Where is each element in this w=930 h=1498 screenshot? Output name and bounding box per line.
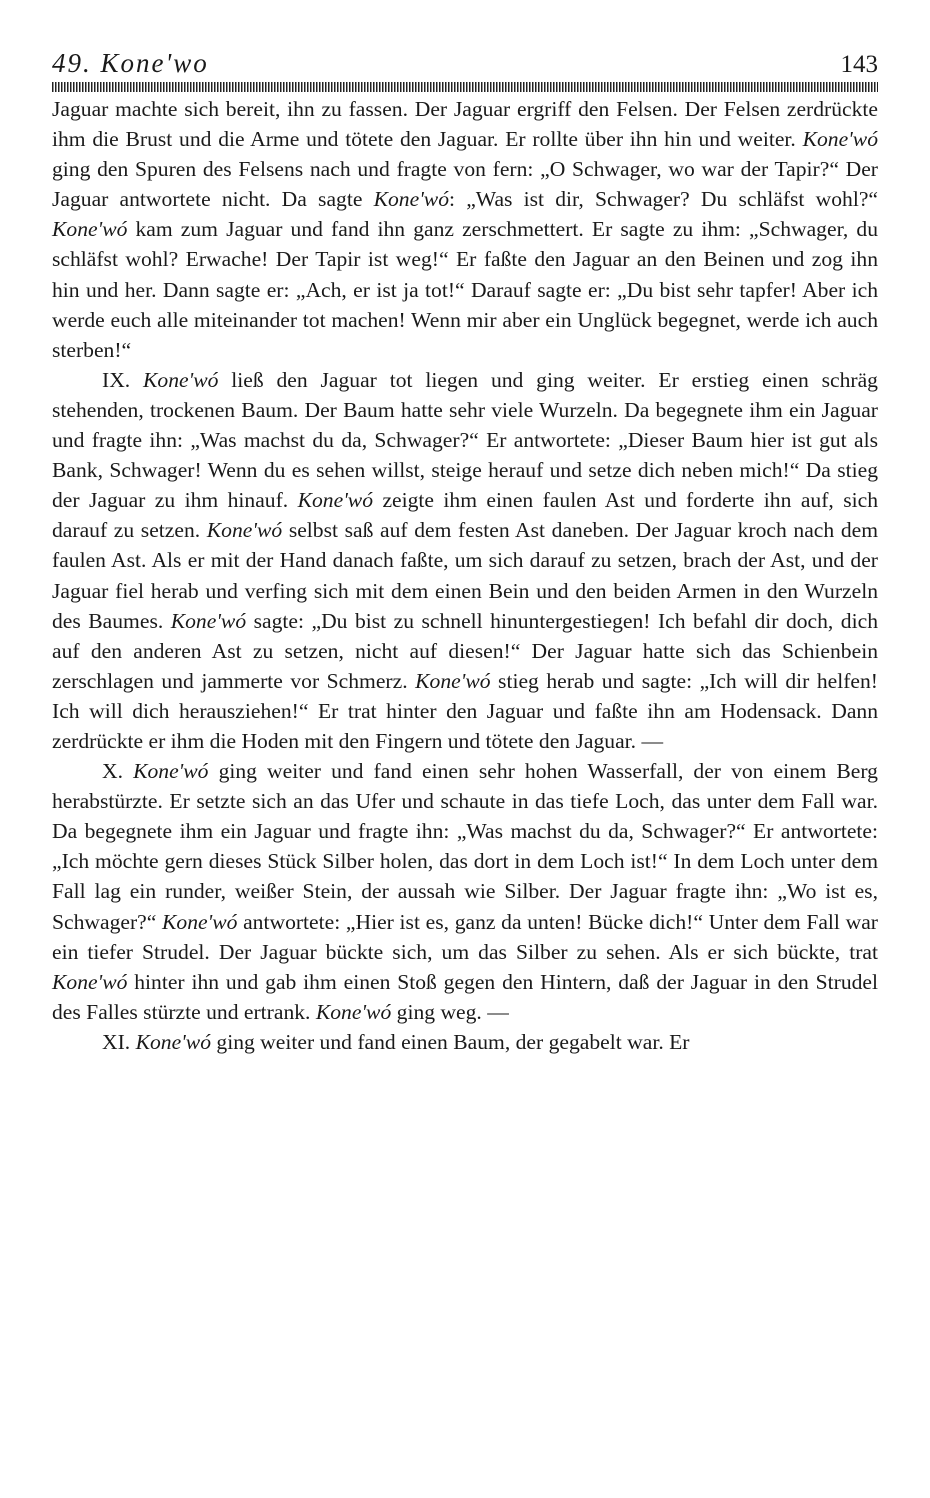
paragraph: [52, 1027, 878, 1057]
text-segment: : „Was ist dir, Schwager? Du schläfst wohl?“: [449, 187, 878, 212]
running-title: 49. Kone'wo: [52, 48, 209, 78]
text-segment: Jaguar machte sich bereit, ihn zu fassen. Der Jaguar ergriff den Felsen. Der Felsen zerdrückte ihm die Brust und die Arme und tötete den Jaguar. Er rollte über ihn hin und weiter.: [52, 97, 878, 152]
character-name: Kone'wó: [802, 127, 878, 152]
character-name: Kone'wó: [297, 488, 374, 513]
text-segment: antwortete: „Hier ist es, ganz da unten! Bücke dich!“ Unter dem Fall war ein tiefer Strudel. Der Jaguar bückte sich, um das Silber zu sehen. Als er sich bückte, trat: [52, 909, 878, 964]
body-text: [52, 94, 878, 1057]
text-segment: kam zum Jaguar und fand ihn ganz zerschmettert. Er sagte zu ihm: „Schwager, du schläfst wohl? Erwache! Der Tapir ist weg!“ Er faßte den Jaguar an den Beinen und zog ihn hin und her. Dann sagte er: „Ach, er ist ja tot!“ Darauf sagte er: „Du bist sehr tapfer! Aber ich werde euch alle miteinander tot machen! Wenn mir aber ein Unglück begegnet, werde ich auch sterben!“: [52, 217, 878, 362]
text-segment: selbst saß auf dem festen Ast daneben. Der Jaguar kroch nach dem faulen Ast. Als er mit der Hand danach faßte, um sich darauf zu setzen, brach der Ast, und der Jaguar fiel herab und verfing sich mit dem einen Bein und den beiden Armen in den Wurzeln des Baumes.: [52, 518, 879, 633]
character-name: Kone'wó: [52, 217, 128, 242]
text-segment: ging weiter und fand einen Baum, der gegabelt war. Er: [211, 1029, 690, 1054]
text-segment: XI.: [102, 1029, 136, 1054]
character-name: Kone'wó: [162, 909, 238, 934]
paragraph: [52, 365, 878, 756]
book-page: [52, 48, 878, 1057]
text-segment: ging weiter und fand einen sehr hohen Wasserfall, der von einem Berg herabstürzte. Er setzte sich an das Ufer und schaute in das tiefe Loch, das unter dem Fall war. Da begegnete ihm ein Jaguar und fragte ihn: „Was machst du da, Schwager?“ Er antwortete: „Ich möchte gern dieses Stück Silber holen, das dort in dem Loch ist!“ In dem Loch unter dem Fall lag ein runder, weißer Stein, der aussah wie Silber. Der Jaguar fragte ihn: „Wo ist es, Schwager?“: [52, 759, 878, 934]
character-name: Kone'wó: [415, 668, 491, 693]
character-name: Kone'wó: [315, 999, 392, 1024]
character-name: Kone'wó: [143, 367, 219, 392]
text-segment: ging weg. —: [391, 999, 509, 1024]
character-name: Kone'wó: [206, 518, 283, 543]
text-segment: ließ den Jaguar tot liegen und ging weiter. Er erstieg einen schräg stehenden, trockenen Baum. Der Baum hatte sehr viele Wurzeln. Da begegnete ihm ein Jaguar und fragte ihn: „Was machst du da, Schwager?“ Er antwortete: „Dieser Baum hier ist gut als Bank, Schwager! Wenn du es sehen willst, steige herauf und setze dich neben mich!“ Da stieg der Jaguar zu ihm hinauf.: [52, 367, 878, 513]
text-segment: IX.: [102, 367, 144, 392]
character-name: Kone'wó: [52, 969, 128, 994]
text-segment: stieg herab und sagte: „Ich will dir helfen! Ich will dich herausziehen!“ Er trat hinter den Jaguar und faßte ihn am Hodensack. Dann zerdrückte er ihm die Hoden mit den Fingern und tötete den Jaguar. —: [52, 668, 878, 753]
text-segment: sagte: „Du bist zu schnell hinuntergestiegen! Ich befahl dir doch, dich auf den anderen Ast zu setzen, nicht auf diesen!“ Der Jaguar hatte sich das Schienbein zerschlagen und jammerte vor Schmerz.: [52, 608, 878, 693]
page-header: [52, 48, 878, 80]
text-segment: hinter ihn und gab ihm einen Stoß gegen den Hintern, daß der Jaguar in den Strudel des Falles stürzte und ertrank.: [52, 969, 878, 1024]
character-name: Kone'wó: [373, 187, 450, 212]
paragraph: [52, 94, 878, 365]
text-segment: zeigte ihm einen faulen Ast und forderte ihn auf, sich darauf zu setzen.: [52, 488, 879, 543]
page-number: 143: [840, 51, 878, 78]
header-rule: [52, 82, 878, 92]
character-name: Kone'wó: [170, 608, 247, 633]
text-segment: ging den Spuren des Felsens nach und fragte von fern: „O Schwager, wo war der Tapir?“ Der Jaguar antwortete nicht. Da sagte: [52, 157, 878, 212]
text-segment: X.: [102, 759, 134, 784]
paragraph: [52, 756, 878, 1027]
character-name: Kone'wó: [135, 1029, 211, 1054]
character-name: Kone'wó: [133, 759, 209, 784]
